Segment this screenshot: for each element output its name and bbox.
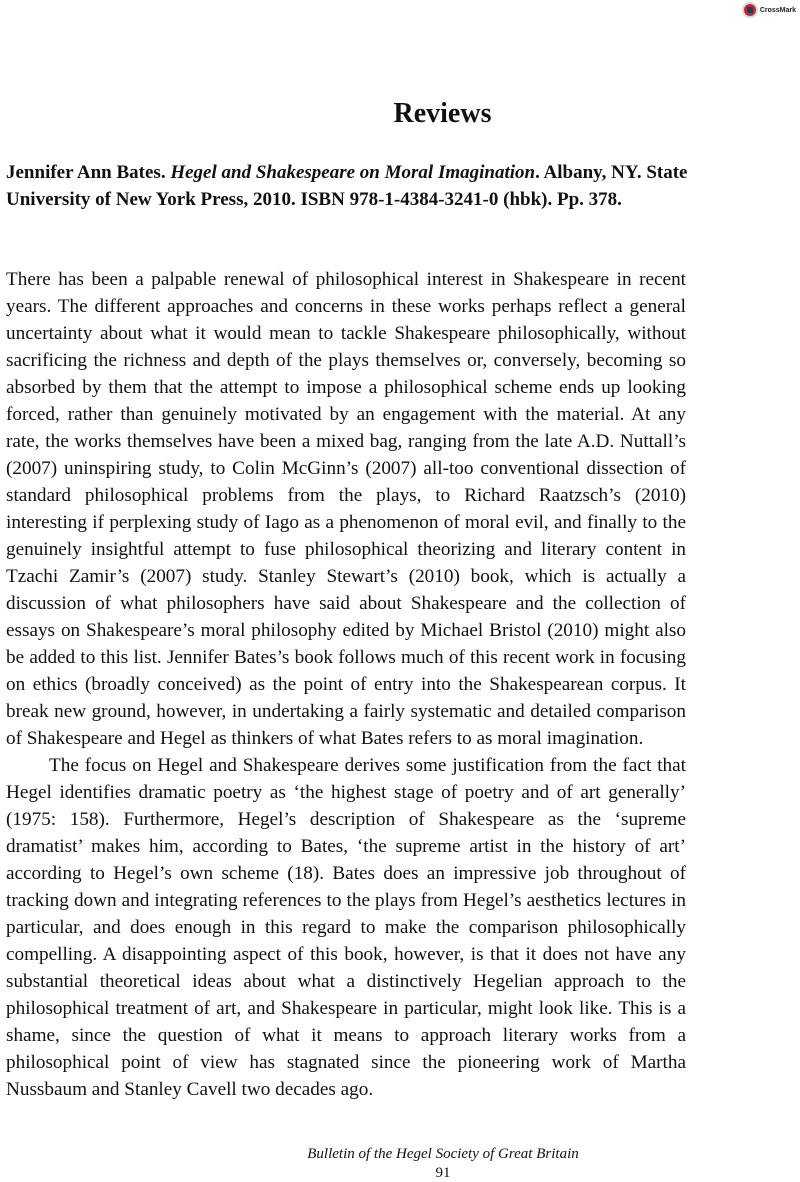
footer-journal-name: Bulletin of the Hegel Society of Great Britain (307, 1146, 579, 1162)
citation-book-title: Hegel and Shakespeare on Moral Imagination (170, 162, 536, 183)
book-citation (6, 159, 688, 213)
citation-author: Jennifer Ann Bates. (6, 162, 166, 183)
crossmark-icon (742, 2, 758, 18)
crossmark-label: CrossMark (759, 6, 796, 14)
footer-page-number: 91 (435, 1165, 451, 1181)
page-title: Reviews (393, 98, 492, 129)
citation-details: . Albany, NY. State University of New York Press, 2010. ISBN 978-1-4384-3241-0 (hbk). Pp. 378. (6, 162, 688, 210)
paragraph-1: There has been a palpable renewal of philosophical interest in Shakespeare in recent years. The different approaches and concerns in these works perhaps reflect a general uncertainty about what it would mean to tackle Shakespeare philosophically, without sacrificing the richness and depth of the plays themselves or, conversely, becoming so absorbed by them that the attempt to impose a philosophical scheme ends up looking forced, rather than genuinely motivated by an engagement with the material. At any rate, the works themselves have been a mixed bag, ranging from the late A.D. Nuttall’s (2007) uninspiring study, to Colin McGinn’s (2007) all-too conventional dissection of standard philosophical problems from the plays, to Richard Raatzsch’s (2010) interesting if perplexing study of Iago as a phenomenon of moral evil, and finally to the genuinely insightful attempt to fuse philosophical theorizing and literary content in Tzachi Zamir’s (2007) study. Stanley Stewart’s (2010) book, which is actually a discussion of what philosophers have said about Shakespeare and the collection of essays on Shakespeare’s moral philosophy edited by Michael Bristol (2010) might also be added to this list. Jennifer Bates’s book follows much of this recent work in focusing on ethics (broadly conceived) as the point of entry into the Shakespearean corpus. It break new ground, however, in undertaking a fairly systematic and detailed comparison of Shakespeare and Hegel as thinkers of what Bates refers to as moral imagination. (6, 269, 686, 749)
paragraph-2: The focus on Hegel and Shakespeare derives some justification from the fact that Hegel identifies dramatic poetry as ‘the highest stage of poetry and of art generally’ (1975: 158). Furthermore, Hegel’s description of Shakespeare as the ‘supreme dramatist’ makes him, according to Bates, ‘the supreme artist in the history of art’ according to Hegel’s own scheme (18). Bates does an impressive job throughout of tracking down and integrating references to the plays from Hegel’s aesthetics lectures in particular, and does enough in this regard to make the comparison philosophically compelling. A disappointing aspect of this book, however, is that it does not have any substantial theoretical ideas about what a distinctively Hegelian approach to the philosophical treatment of art, and Shakespeare in particular, might look like. This is a shame, since the question of what it means to approach literary works from a philosophical point of view has stagnated since the pioneering work of Martha Nussbaum and Stanley Cavell two decades ago. (6, 755, 686, 1100)
review-body (6, 266, 686, 1103)
crossmark-badge[interactable] (742, 2, 796, 18)
